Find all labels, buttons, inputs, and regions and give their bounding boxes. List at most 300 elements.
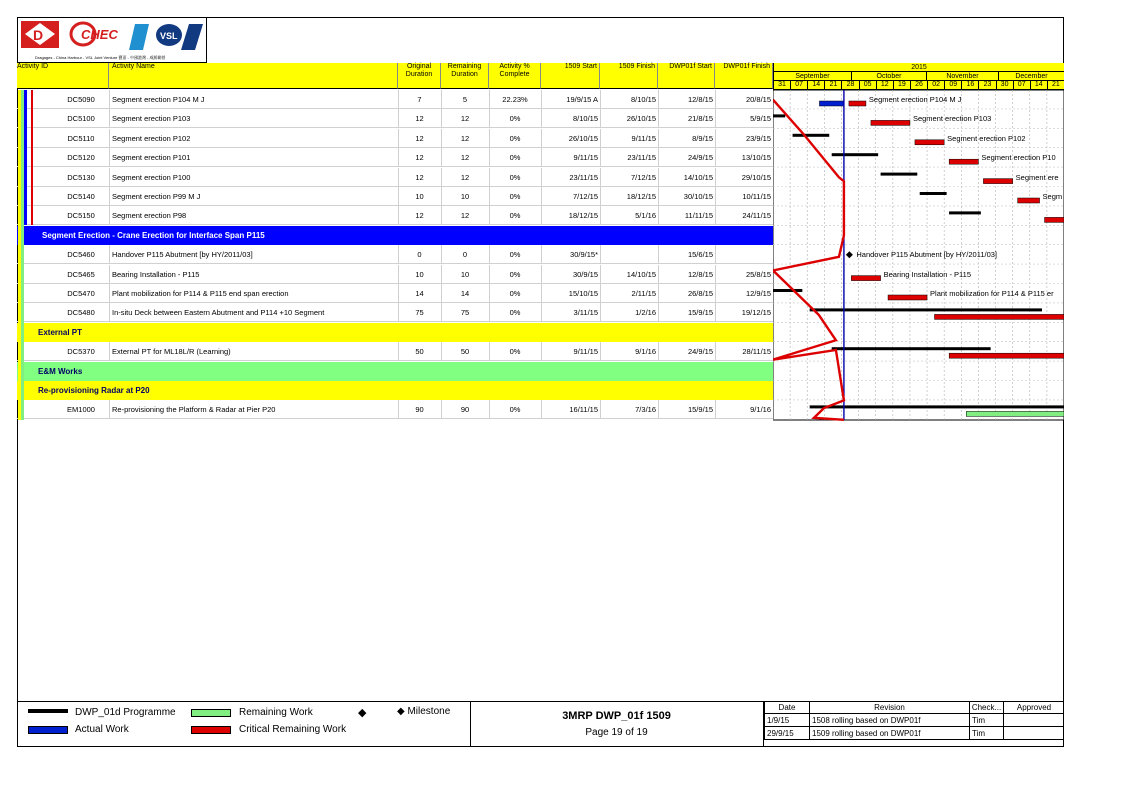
gantt-bar-label: Segm [1042,192,1063,201]
critical-bar [915,140,944,145]
cell-divider [715,400,716,419]
cell-divider [109,284,110,303]
cell-dwp-finish: 25/8/15 [745,269,771,279]
cell-original-duration: 12 [415,211,424,221]
cell-divider [715,284,716,303]
activity-row[interactable] [17,206,773,225]
col-activity-id-label: Activity ID [17,63,49,70]
month-label: December [1015,73,1048,80]
actual-bar [819,101,843,106]
cell-activity-id: DC5470 [67,289,95,298]
cell-1509-finish: 2/11/15 [631,289,656,298]
cell-divider [715,148,716,167]
timeline-day: 09 [944,81,961,90]
cell-divider [658,109,659,128]
cell-divider [441,206,442,225]
timeline-day: 23 [978,81,995,90]
cell-divider [441,245,442,264]
legend-critical-label: Critical Remaining Work [239,724,347,735]
dwp-bar [881,173,918,176]
cell-dwp-start: 21/8/15 [687,114,713,124]
cell-activity-id: DC5465 [67,269,95,279]
gantt-bar-label: Plant mobilization for P114 & P115 er [930,289,1054,298]
dwp-bar [949,211,981,214]
cell-divider [658,400,659,419]
cell-divider [441,109,442,128]
cell-activity-complete: 0% [509,405,521,415]
month-september [773,72,851,81]
cell-divider [715,342,716,361]
cell-remaining-duration: 10 [460,269,470,279]
cell-dwp-start: 15/9/15 [687,308,713,318]
cell-1509-start: 3/11/15 [573,308,598,318]
timeline-day: 26 [910,81,927,90]
cell-activity-name: External PT for ML18L/R (Learning) [112,347,231,357]
timeline-day: 30 [996,81,1013,90]
cell-original-duration: 12 [415,153,424,163]
cell-divider [398,342,399,361]
gantt-bar-label: Segment erection P104 M J [868,95,962,104]
cell-dwp-start: 15/6/15 [687,250,713,260]
gantt-bar-label: Bearing Installation - P115 [883,269,972,279]
cell-divider [541,148,542,167]
cell-divider [398,148,399,167]
cell-divider [441,90,442,109]
revision-header-cell: Date [764,701,809,714]
cell-activity-complete: 0% [509,269,521,279]
cell-divider [109,342,110,361]
cell-divider [600,187,601,206]
cell-divider [398,400,399,419]
col-dwp-start[interactable] [658,63,715,89]
cell-original-duration: 10 [415,192,424,201]
cell-divider [658,168,659,187]
legend-milestone-icon: ◆ [358,707,367,719]
cell-original-duration: 12 [415,114,424,124]
cell-activity-id: EM1000 [67,405,95,415]
dwp-bar [832,153,878,156]
cell-activity-name: Segment erection P101 [112,153,191,163]
col-original-duration[interactable] [398,63,441,89]
critical-bar [949,353,1064,358]
cell-remaining-duration: 75 [460,308,470,318]
cell-1509-finish: 23/11/15 [627,153,656,163]
cell-divider [600,265,601,284]
month-november [926,72,998,81]
cell-divider [658,284,659,303]
cell-remaining-duration: 10 [460,192,470,201]
revision-cell: Tim [969,727,1003,740]
cell-divider [441,400,442,419]
wbs-band[interactable] [17,226,773,245]
timeline-day: 31 [773,81,790,90]
col-activity-complete[interactable] [489,63,541,89]
legend-actual-swatch [28,726,68,734]
cell-original-duration: 12 [415,133,424,143]
cell-activity-complete: 0% [509,192,521,201]
revision-cell [1003,714,1064,727]
cell-divider [489,342,490,361]
cell-remaining-duration: 12 [460,114,470,124]
wbs-strip-blue [24,90,27,225]
cell-activity-id: DC5100 [67,114,95,124]
cell-remaining-duration: 90 [460,405,470,415]
legend-critical-swatch [191,726,231,734]
cell-divider [489,109,490,128]
cell-divider [398,187,399,206]
timeline-day: 21 [1047,81,1064,90]
cell-dwp-start: 12/8/15 [687,269,713,279]
cell-activity-name: Segment erection P99 M J [112,192,201,201]
activity-row[interactable] [17,129,773,148]
cell-divider [600,168,601,187]
timeline-day: 14 [1030,81,1047,90]
cell-1509-start: 26/10/15 [568,133,598,143]
cell-1509-start: 19/9/15 A [566,95,598,104]
cell-divider [441,168,442,187]
cell-dwp-finish [715,245,771,264]
wbs-band[interactable] [17,323,773,342]
cell-activity-name: Segment erection P104 M J [112,95,205,104]
cell-divider [441,265,442,284]
month-label: September [795,73,830,80]
cell-divider [658,187,659,206]
cell-divider [109,109,110,128]
cell-divider [541,109,542,128]
cell-divider [715,265,716,284]
cell-dwp-finish: 19/12/15 [741,308,771,318]
wbs-band[interactable] [17,362,773,381]
col-label: 1509 Finish [618,63,655,70]
legend-remaining-label: Remaining Work [239,707,313,718]
cell-activity-name: Segment erection P98 [112,211,187,221]
cell-divider [541,342,542,361]
legend-actual-label: Actual Work [75,724,129,735]
cell-divider [398,90,399,109]
cell-divider [600,400,601,419]
remaining-bar [966,411,1064,416]
cell-dwp-start: 15/9/15 [687,405,713,415]
cell-activity-complete: 0% [509,153,521,163]
activity-row[interactable] [17,265,773,284]
activity-row[interactable] [17,187,773,206]
cell-divider [541,284,542,303]
cell-dwp-start: 24/9/15 [687,153,713,163]
revision-header-cell: Check... [969,701,1003,714]
cell-dwp-finish: 13/10/15 [741,153,771,163]
cell-divider [109,168,110,187]
cell-activity-complete: 0% [509,114,521,124]
cell-divider [489,284,490,303]
cell-divider [489,187,490,206]
cell-divider [441,187,442,206]
critical-bar [871,120,910,125]
activity-row[interactable] [17,168,773,187]
cell-divider [600,245,601,264]
gantt-bar-label: Segment erection P102 [947,133,1026,143]
timeline-year [773,63,1064,72]
cell-1509-finish: 9/1/16 [635,347,656,357]
cell-divider [398,245,399,264]
cell-activity-name: Plant mobilization for P114 & P115 end span erection [112,289,289,298]
cell-divider [441,303,442,322]
logo-chec: CHEC [81,27,118,42]
cell-1509-finish: 14/10/15 [626,269,656,279]
cell-divider [398,265,399,284]
cell-divider [398,303,399,322]
cell-dwp-finish: 9/1/16 [750,405,771,415]
gantt-bar-label: Segment erection P10 [981,153,1056,163]
cell-activity-complete: 0% [509,172,521,182]
critical-bar [1045,217,1064,222]
cell-divider [658,245,659,264]
critical-bar [949,159,978,164]
month-october [851,72,926,81]
cell-divider [441,148,442,167]
cell-remaining-duration: 50 [460,347,470,357]
cell-activity-name: Bearing Installation - P115 [112,269,200,279]
cell-original-duration: 7 [417,95,422,104]
cell-divider [109,148,110,167]
cell-divider [715,129,716,148]
cell-divider [489,168,490,187]
col-label: 1509 Start [564,63,597,70]
cell-activity-id: DC5110 [67,133,95,143]
month-label: October [876,73,902,80]
cell-dwp-finish: 12/9/15 [745,289,771,298]
cell-divider [541,265,542,284]
cell-1509-finish: 26/10/15 [626,114,656,124]
month-label: November [946,73,979,80]
cell-activity-name: Segment erection P100 [112,172,191,182]
cell-divider [398,168,399,187]
col-activity-id[interactable] [17,63,109,89]
cell-divider [109,400,110,419]
legend-dwp-label: DWP_01d Programme [75,707,176,718]
col-1509-finish[interactable] [600,63,658,89]
cell-divider [600,206,601,225]
timeline-day: 21 [824,81,841,90]
cell-1509-start: 9/11/15 [573,347,598,357]
timeline-day: 14 [807,81,824,90]
timeline-day: 02 [927,81,944,90]
cell-activity-id: DC5130 [67,172,95,182]
cell-activity-complete: 0% [509,250,521,260]
cell-activity-id: DC5460 [67,250,95,260]
cell-divider [109,265,110,284]
col-label: Duration [451,71,478,78]
cell-divider [715,187,716,206]
dwp-bar [832,347,991,350]
activity-row[interactable] [17,303,773,322]
cell-divider [541,206,542,225]
cell-divider [541,168,542,187]
cell-divider [489,90,490,109]
cell-divider [600,342,601,361]
cell-divider [398,284,399,303]
month-december [998,72,1064,81]
cell-remaining-duration: 14 [460,289,470,298]
cell-dwp-finish: 24/11/15 [742,211,771,221]
col-label: Complete [499,71,530,78]
col-1509-start[interactable] [541,63,600,89]
wbs-band-title: E&M Works [38,366,83,376]
wbs-band-title: External PT [38,327,83,337]
cell-divider [441,284,442,303]
cell-1509-start: 9/11/15 [573,153,598,163]
cell-dwp-finish: 28/11/15 [742,347,771,357]
year-label: 2015 [911,64,927,71]
gantt-bar-label: Handover P115 Abutment [by HY/2011/03] [856,250,998,260]
legend-milestone-label: ◆ Milestone [397,706,451,717]
timeline-days [773,81,1064,90]
activity-row[interactable] [17,284,773,303]
cell-divider [109,303,110,322]
revision-cell [1003,727,1064,740]
revision-cell: 1508 rolling based on DWP01f [809,714,969,727]
cell-divider [541,90,542,109]
cell-activity-complete: 0% [509,289,521,298]
cell-activity-complete: 22.23% [502,95,528,104]
cell-divider [658,342,659,361]
cell-divider [541,303,542,322]
activity-row[interactable] [17,342,773,361]
cell-divider [109,187,110,206]
activity-row[interactable] [17,245,773,264]
wbs-strip-red [31,90,33,225]
timeline-day: 07 [790,81,807,90]
cell-divider [541,129,542,148]
cell-divider [658,206,659,225]
col-label: Remaining [447,63,482,70]
cell-activity-id: DC5120 [67,153,95,163]
cell-1509-finish: 7/3/16 [635,405,656,415]
cell-divider [489,129,490,148]
cell-divider [715,206,716,225]
cell-divider [398,129,399,148]
cell-1509-start: 16/11/15 [569,405,598,415]
legend-remaining-swatch [191,709,231,717]
cell-dwp-start: 30/10/15 [683,192,713,201]
cell-divider [658,303,659,322]
cell-divider [600,90,601,109]
timeline-day: 05 [859,81,876,90]
wbs-band-title: Re-provisioning Radar at P20 [38,386,150,395]
company-logos [17,17,207,63]
activity-row[interactable] [17,109,773,128]
cell-activity-name: Segment erection P103 [112,114,191,124]
cell-1509-start: 15/10/15 [568,289,598,298]
cell-activity-id: DC5150 [67,211,95,221]
col-activity-name-label: Activity Name [112,63,155,70]
col-remaining-duration[interactable] [441,63,489,89]
cell-divider [109,245,110,264]
wbs-band[interactable] [17,381,773,400]
cell-activity-id: DC5370 [67,347,95,357]
dwp-bar [810,405,1064,408]
logo-caption: Dragages - China Harbour - VSL Joint Venture 寶嘉 - 中國港灣 - 威勝聯營 [35,55,166,60]
activity-row[interactable] [17,90,773,109]
cell-dwp-start: 14/10/15 [683,172,713,182]
cell-1509-start: 30/9/15* [570,250,598,260]
cell-activity-complete: 0% [509,347,521,357]
gantt-bar-label: Segment erection P103 [912,114,992,124]
cell-1509-start: 8/10/15 [572,114,598,124]
timeline-day: 12 [876,81,893,90]
cell-activity-name: Segment erection P102 [112,133,191,143]
cell-dwp-start: 24/9/15 [687,347,713,357]
cell-1509-start: 18/12/15 [568,211,598,221]
timeline-day: 28 [841,81,858,90]
footer-sep-1 [470,701,471,747]
cell-dwp-start: 12/8/15 [687,95,713,104]
activity-row[interactable] [17,148,773,167]
critical-bar [888,295,927,300]
col-dwp-finish[interactable] [715,63,773,89]
cell-divider [489,148,490,167]
cell-1509-finish: 5/1/16 [635,211,656,221]
cell-remaining-duration: 0 [462,250,468,260]
cell-activity-id: DC5090 [67,95,95,104]
cell-divider [489,265,490,284]
cell-divider [715,303,716,322]
cell-divider [600,109,601,128]
cell-dwp-finish: 23/9/15 [745,133,771,143]
critical-bar [983,179,1012,184]
cell-divider [489,206,490,225]
cell-divider [600,148,601,167]
cell-original-duration: 90 [415,405,424,415]
col-activity-name[interactable] [109,63,398,89]
cell-divider [398,109,399,128]
critical-bar [849,101,866,106]
cell-activity-complete: 0% [509,133,521,143]
dwp-bar [773,114,785,117]
cell-divider [658,90,659,109]
cell-divider [658,148,659,167]
cell-divider [441,342,442,361]
timeline-day: 19 [893,81,910,90]
logo-block [17,17,207,63]
cell-divider [398,206,399,225]
cell-remaining-duration: 12 [460,133,470,143]
cell-divider [715,90,716,109]
cell-remaining-duration: 5 [462,95,468,104]
revision-cell: 29/9/15 [764,727,809,740]
cell-activity-name: Re-provisioning the Platform & Radar at Pier P20 [112,405,276,415]
dwp-bar [793,134,830,137]
cell-divider [489,245,490,264]
cell-1509-finish: 9/11/15 [631,133,656,143]
cell-original-duration: 10 [415,269,424,279]
cell-1509-start: 30/9/15 [572,269,598,279]
activity-row[interactable] [17,400,773,419]
cell-1509-start: 23/11/15 [569,172,598,182]
revision-cell: Tim [969,714,1003,727]
cell-1509-finish [600,245,656,264]
cell-divider [541,187,542,206]
cell-activity-name: Handover P115 Abutment [by HY/2011/03] [112,250,253,260]
cell-1509-finish: 7/12/15 [630,172,656,182]
revision-cell: 1509 rolling based on DWP01f [809,727,969,740]
cell-divider [715,168,716,187]
cell-divider [109,90,110,109]
cell-original-duration: 12 [415,172,424,182]
cell-divider [600,303,601,322]
cell-divider [541,245,542,264]
logo-d: D [33,27,44,43]
cell-dwp-start: 26/8/15 [687,289,713,298]
